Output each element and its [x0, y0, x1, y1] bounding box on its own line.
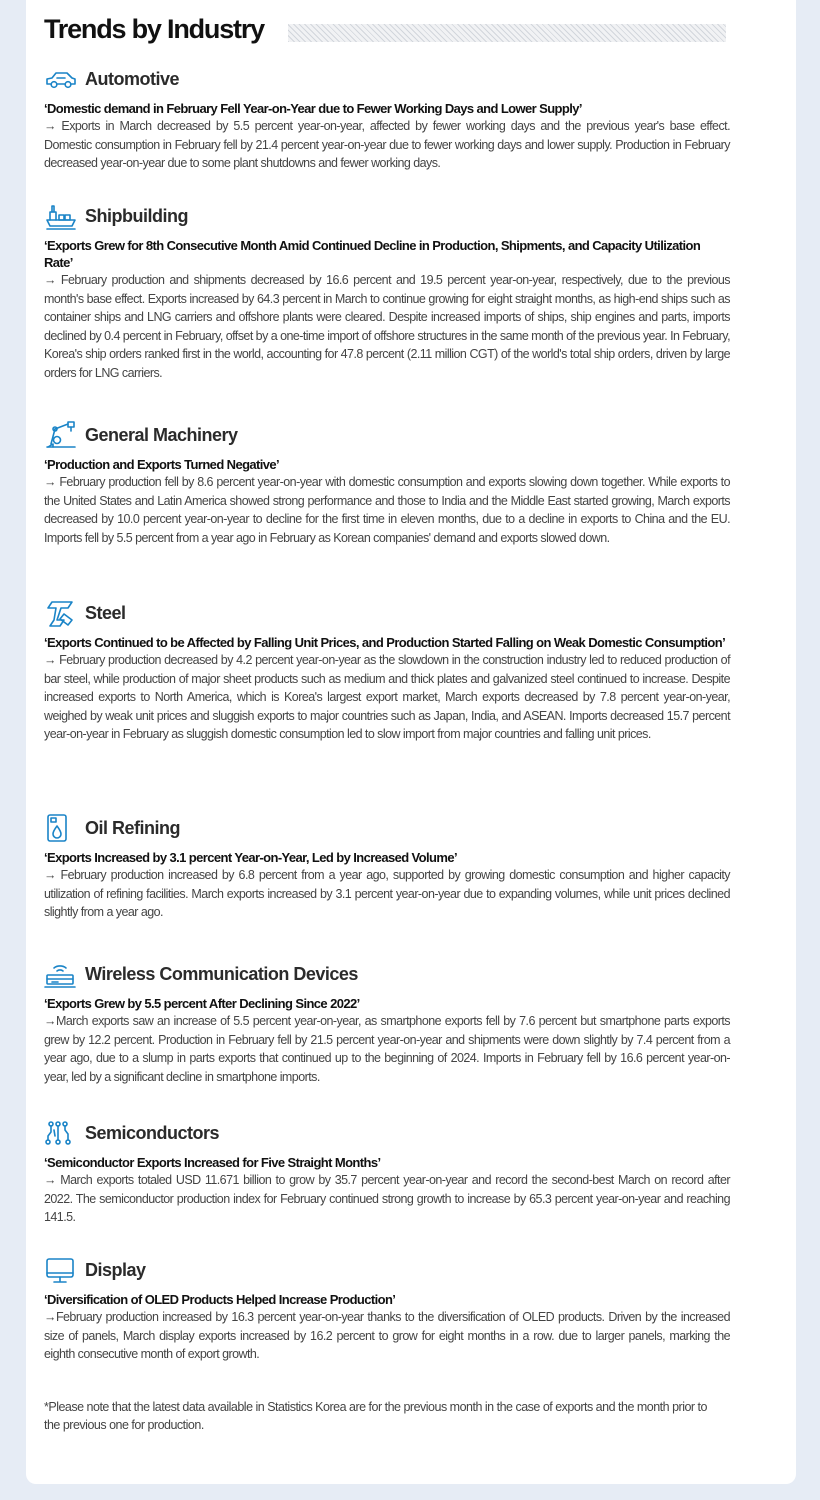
section-body: → Exports in March decreased by 5.5 percent year-on-year, affected by fewer working days and the previous year's base effect. Domestic consumption in February fell by 21.4 percent year-on-year due to fewer working days and lower supply. Production in February decreased year-on-year due to some plant shutdowns and fewer working days. — [44, 119, 730, 170]
page-title: Trends by Industry — [44, 14, 264, 44]
section-headline: ‘Diversification of OLED Products Helped Increase Production’ — [44, 1292, 396, 1307]
section-semiconductors — [44, 1117, 730, 1227]
title-decoration — [288, 24, 726, 42]
section-body: → February production increased by 6.8 percent from a year ago, supported by growing domestic consumption and higher capacity utilization of refining facilities. March exports increased by 3.1 percent year-on-year due to expanding volumes, while unit prices declined slightly from a year ago. — [44, 868, 730, 919]
section-wireless — [44, 958, 730, 1086]
page-header — [44, 14, 744, 50]
section-automotive — [44, 63, 730, 173]
section-title: Automotive — [85, 68, 179, 89]
section-body: → March exports totaled USD 11.671 billion to grow by 35.7 percent year-on-year and record the second-best March on record after 2022. The semiconductor production index for February continued strong growth to increase by 65.3 percent year-on-year and reaching 141.5. — [44, 1173, 730, 1224]
machinery-icon — [44, 420, 78, 450]
section-title: Display — [85, 1259, 146, 1280]
section-title: Shipbuilding — [85, 205, 188, 226]
section-steel — [44, 597, 730, 744]
section-body: → February production fell by 8.6 percent year-on-year with domestic consumption and exports slowing down together. While exports to the United States and Latin America showed strong performance and those to India and the Middle East started growing, March exports decreased by 10.0 percent year-on-year to decline for the first time in eleven months, due to a decline in exports to China and the EU. Imports fell by 5.5 percent from a year ago in February as Korean companies' demand and exports slowed down. — [44, 475, 730, 545]
section-shipbuilding — [44, 200, 730, 382]
section-title: General Machinery — [85, 424, 238, 445]
section-title: Wireless Communication Devices — [85, 963, 358, 984]
section-body: → February production decreased by 4.2 percent year-on-year as the slowdown in the construction industry led to reduced production of bar steel, while production of major sheet products such as medium and thick plates and galvanized steel continued to increase. Despite increased exports to North America, which is Korea's largest export market, March exports decreased by 7.8 percent year-on-year, weighed by weak unit prices and sluggish exports to major countries such as Japan, India, and ASEAN. Imports decreased 15.7 percent year-on-year in February as sluggish domestic consumption led to slow import from major countries and falling unit prices. — [44, 653, 730, 741]
ship-icon — [44, 201, 78, 231]
car-icon — [44, 64, 78, 94]
steel-beam-icon — [44, 598, 78, 628]
section-headline: ‘Exports Increased by 3.1 percent Year-on-Year, Led by Increased Volume’ — [44, 850, 457, 865]
section-title: Steel — [85, 602, 126, 623]
section-headline: ‘Exports Grew by 5.5 percent After Declining Since 2022’ — [44, 996, 360, 1011]
footnote: *Please note that the latest data available in Statistics Korea are for the previous month in the case of exports and the month prior to the previous one for production. — [44, 1400, 707, 1432]
section-body: → February production and shipments decreased by 16.6 percent and 19.5 percent year-on-year, respectively, due to the previous month's base effect. Exports increased by 64.3 percent in March to continue growing for eight straight months, as high-end ships such as container ships and LNG carriers and offshore plants were cleared. Despite increased imports of ships, ship engines and parts, imports declined by 0.4 percent in February, offset by a one-time import of offshore structures in the same month of the previous year. In February, Korea's ship orders ranked first in the world, accounting for 47.8 percent (2.11 million CGT) of the world's total ship orders, driven by large orders for LNG carriers. — [44, 273, 730, 380]
section-display — [44, 1254, 730, 1364]
router-icon — [44, 959, 78, 989]
oil-container-icon — [44, 813, 78, 843]
section-headline: ‘Production and Exports Turned Negative’ — [44, 457, 280, 472]
section-oil-refining — [44, 812, 730, 922]
section-general-machinery — [44, 419, 730, 547]
section-body: →February production increased by 16.3 percent year-on-year thanks to the diversification of OLED products. Driven by the increased size of panels, March display exports increased by 16.2 percent to grow for eight months in a row. due to larger panels, marking the eighth consecutive month of export growth. — [44, 1310, 730, 1361]
semiconductor-icon — [44, 1118, 78, 1148]
section-title: Semiconductors — [85, 1122, 220, 1143]
section-headline: ‘Domestic demand in February Fell Year-on-Year due to Fewer Working Days and Lower Supply’ — [44, 101, 582, 116]
section-headline: ‘Exports Continued to be Affected by Falling Unit Prices, and Production Started Falling on Weak Domestic Consumption’ — [44, 635, 726, 650]
monitor-icon — [44, 1255, 78, 1285]
section-body: →March exports saw an increase of 5.5 percent year-on-year, as smartphone exports fell by 7.6 percent but smartphone parts exports grew by 12.2 percent. Production in February fell by 21.5 percent year-on-year and shipments were down slightly by 7.4 percent from a year ago, due to a slump in parts exports that continued up to the beginning of 2024. Imports in February fell by 16.6 percent year-on-year, led by a significant decline in smartphone imports. — [44, 1014, 730, 1084]
section-title: Oil Refining — [85, 817, 180, 838]
section-headline: ‘Exports Grew for 8th Consecutive Month Amid Continued Decline in Production, Shipments, and Capacity Utilization Rate’ — [44, 238, 701, 270]
section-headline: ‘Semiconductor Exports Increased for Five Straight Months’ — [44, 1155, 381, 1170]
